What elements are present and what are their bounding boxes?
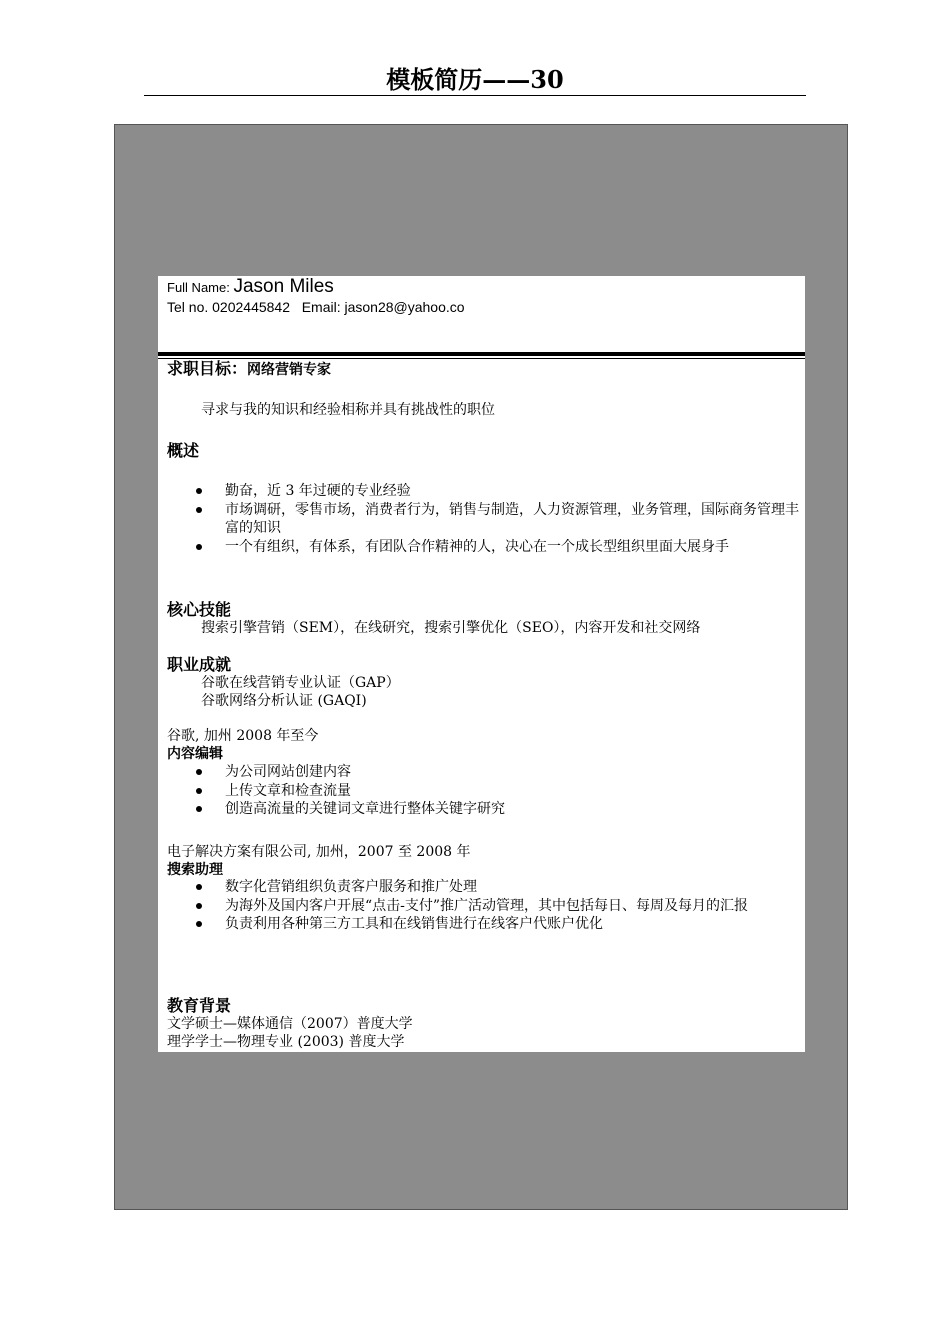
job-title: 搜索助理 [167,862,223,878]
bullet-icon [196,884,202,890]
tel-value: 0202445842 [212,299,291,315]
full-name-label: Full Name: [167,280,234,295]
list-item: 负责利用各种第三方工具和在线销售进行在线客户代账户优化 [196,915,802,934]
list-item: 一个有组织，有体系，有团队合作精神的人，决心在一个成长型组织里面大展身手 [196,538,802,557]
summary-heading: 概述 [167,441,200,460]
bullet-icon [196,488,202,494]
job-duties-list [196,763,802,819]
objective-heading-label: 求职目标： [167,359,248,378]
title-underline [144,95,806,96]
list-item: 创造高流量的关键词文章进行整体关键字研究 [196,800,802,819]
bullet-icon [196,788,202,794]
achievement-item: 谷歌在线营销专业认证（GAP） [201,675,400,691]
achievements-heading: 职业成就 [167,655,232,674]
email-label: Email: [301,299,345,315]
list-item: 勤奋，近 3 年过硬的专业经验 [196,482,802,501]
resume-card [158,276,805,1052]
job-company: 电子解决方案有限公司, 加州，2007 至 2008 年 [167,844,471,860]
bullet-icon [196,544,202,550]
email-value: jason28@yahoo.co [344,299,465,315]
education-item: 理学学士—物理专业 (2003) 普度大学 [167,1034,405,1050]
page-title: 模板简历——30 [386,65,564,94]
job-title: 内容编辑 [167,746,223,762]
job-company: 谷歌, 加州 2008 年至今 [167,728,319,744]
bullet-icon [196,921,202,927]
full-name-line [167,276,334,299]
objective-role: 网络营销专家 [247,362,332,378]
contact-line [167,298,465,316]
education-heading: 教育背景 [167,996,232,1015]
list-item: 为公司网站创建内容 [196,763,802,782]
bullet-icon [196,507,202,513]
list-item: 数字化营销组织负责客户服务和推广处理 [196,878,802,897]
summary-list [196,482,802,556]
tel-label: Tel no. [167,299,213,315]
achievement-item: 谷歌网络分析认证 (GAQI) [201,693,367,709]
list-item: 为海外及国内客户开展“点击-支付”推广活动管理，其中包括每日、每周及每月的汇报 [196,897,802,916]
objective-heading [167,358,331,381]
list-item: 上传文章和检查流量 [196,782,802,801]
job-duties-list [196,878,802,934]
bullet-icon [196,769,202,775]
header-divider-thick [158,352,805,356]
skills-heading: 核心技能 [167,600,232,619]
education-item: 文学硕士—媒体通信（2007）普度大学 [167,1016,413,1032]
objective-text: 寻求与我的知识和经验相称并具有挑战性的职位 [201,402,495,418]
full-name: Jason Miles [233,276,334,297]
bullet-icon [196,903,202,909]
bullet-icon [196,806,202,812]
skills-text: 搜索引擎营销（SEM），在线研究，搜索引擎优化（SEO），内容开发和社交网络 [201,620,701,636]
list-item: 市场调研，零售市场，消费者行为，销售与制造，人力资源管理，业务管理，国际商务管理丰富的知识 [196,501,802,538]
